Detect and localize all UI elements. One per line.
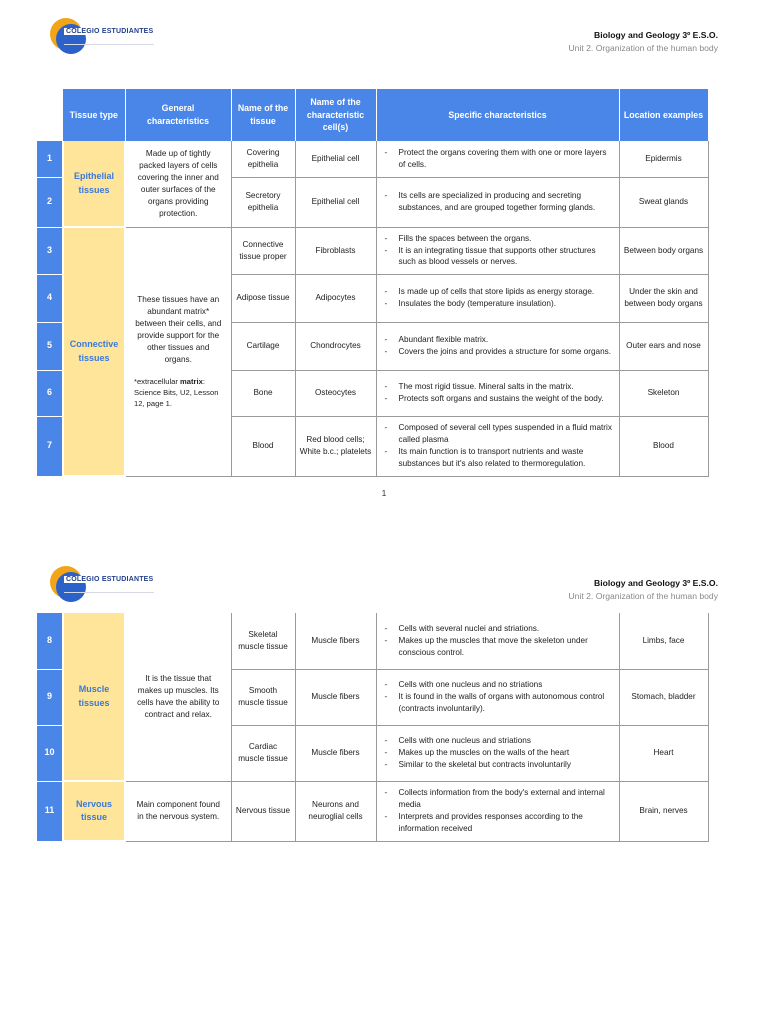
tissue-name: Blood	[231, 416, 295, 476]
location-example: Epidermis	[619, 141, 708, 177]
spec-item: - Interprets and provides responses according to the information received	[383, 811, 613, 835]
school-logo	[50, 566, 160, 596]
footnote: *extracellular matrix: Science Bits, U2, Lesson 12, page 1.	[134, 376, 219, 408]
tissue-table-page-2	[37, 613, 709, 842]
cell-name: Epithelial cell	[295, 141, 376, 177]
specific-characteristics	[376, 370, 619, 416]
specific-characteristics	[376, 725, 619, 781]
row-number: 8	[37, 613, 63, 669]
document-unit: Unit 2. Organization of the human body	[568, 591, 718, 601]
tissue-name: Cardiac muscle tissue	[231, 725, 295, 781]
tissue-name: Connective tissue proper	[231, 227, 295, 274]
school-logo	[50, 18, 160, 48]
general-characteristics: It is the tissue that makes up muscles. Its cells have the ability to contract and relax.	[125, 613, 231, 781]
tissue-name: Covering epithelia	[231, 141, 295, 177]
general-characteristics: Made up of tightly packed layers of cells covering the inner and outer surfaces of the organs providing protection.	[125, 141, 231, 227]
spec-item: - Its cells are specialized in producing and secreting substances, and are grouped together forming glands.	[383, 190, 613, 214]
cell-name: Epithelial cell	[295, 177, 376, 227]
spec-item: - Protect the organs covering them with one or more layers of cells.	[383, 147, 613, 171]
page-header-1	[0, 0, 768, 60]
header-general: General characteristics	[125, 89, 231, 141]
header-tissue-type: Tissue type	[63, 89, 125, 141]
spec-item: - Covers the joins and provides a structure for some organs.	[383, 346, 613, 358]
tissue-type-muscle: Muscle tissues	[63, 613, 125, 781]
spec-item: - Abundant flexible matrix.	[383, 334, 613, 346]
table-row	[37, 781, 708, 841]
page-header-2	[0, 548, 768, 608]
cell-name: Muscle fibers	[295, 725, 376, 781]
row-number: 4	[37, 274, 63, 322]
tissue-type-connective: Connective tissues	[63, 227, 125, 476]
tissue-type-epithelial: Epithelial tissues	[63, 141, 125, 227]
row-number: 11	[37, 781, 63, 841]
spec-item: - Makes up the muscles that move the skeleton under conscious control.	[383, 635, 613, 659]
cell-name: Osteocytes	[295, 370, 376, 416]
location-example: Stomach, bladder	[619, 669, 708, 725]
tissue-type-nervous: Nervous tissue	[63, 781, 125, 841]
row-number: 3	[37, 227, 63, 274]
spec-item: - Collects information from the body's external and internal media	[383, 787, 613, 811]
page-number: 1	[381, 488, 387, 498]
row-number: 1	[37, 141, 63, 177]
tissue-name: Skeletal muscle tissue	[231, 613, 295, 669]
spec-item: - Cells with one nucleus and striations	[383, 735, 613, 747]
row-number: 9	[37, 669, 63, 725]
general-characteristics	[125, 227, 231, 476]
tissue-name: Bone	[231, 370, 295, 416]
logo-text: COLEGIO ESTUDIANTES	[66, 576, 154, 583]
row-number: 7	[37, 416, 63, 476]
cell-name: Chondrocytes	[295, 322, 376, 370]
spec-item: - It is an integrating tissue that supports other structures such as blood vessels or nerves.	[383, 245, 613, 269]
general-text: These tissues have an abundant matrix* between their cells, and provide support for the other tissues and organs.	[135, 295, 222, 364]
location-example: Between body organs	[619, 227, 708, 274]
document-title: Biology and Geology 3º E.S.O.	[594, 30, 718, 40]
cell-name: Muscle fibers	[295, 613, 376, 669]
location-example: Brain, nerves	[619, 781, 708, 841]
tissue-name: Secretory epithelia	[231, 177, 295, 227]
location-example: Heart	[619, 725, 708, 781]
spec-item: - Fills the spaces between the organs.	[383, 233, 613, 245]
tissue-table-page-1	[37, 89, 709, 477]
specific-characteristics	[376, 322, 619, 370]
table-row	[37, 613, 708, 669]
spec-item: - Is made up of cells that store lipids as energy storage.	[383, 286, 613, 298]
location-example: Blood	[619, 416, 708, 476]
tissue-name: Cartilage	[231, 322, 295, 370]
specific-characteristics	[376, 613, 619, 669]
row-number: 5	[37, 322, 63, 370]
specific-characteristics	[376, 781, 619, 841]
specific-characteristics	[376, 177, 619, 227]
header-cell: Name of the characteristic cell(s)	[295, 89, 376, 141]
row-number: 6	[37, 370, 63, 416]
spec-item: - Makes up the muscles on the walls of the heart	[383, 747, 613, 759]
cell-name: Adipocytes	[295, 274, 376, 322]
general-characteristics: Main component found in the nervous system.	[125, 781, 231, 841]
location-example: Under the skin and between body organs	[619, 274, 708, 322]
spec-item: - Protects soft organs and sustains the weight of the body.	[383, 393, 613, 405]
cell-name: Muscle fibers	[295, 669, 376, 725]
specific-characteristics	[376, 274, 619, 322]
location-example: Outer ears and nose	[619, 322, 708, 370]
tissue-name: Adipose tissue	[231, 274, 295, 322]
spec-item: - It is found in the walls of organs with autonomous control (contracts involuntarily).	[383, 691, 613, 715]
header-name: Name of the tissue	[231, 89, 295, 141]
header-location: Location examples	[619, 89, 708, 141]
tissue-name: Smooth muscle tissue	[231, 669, 295, 725]
table-row	[37, 141, 708, 177]
tissue-name: Nervous tissue	[231, 781, 295, 841]
specific-characteristics	[376, 227, 619, 274]
cell-name: Neurons and neuroglial cells	[295, 781, 376, 841]
document-title: Biology and Geology 3º E.S.O.	[594, 578, 718, 588]
table-row	[37, 227, 708, 274]
spec-item: - Insulates the body (temperature insulation).	[383, 298, 613, 310]
cell-name: Red blood cells; White b.c.; platelets	[295, 416, 376, 476]
row-number: 10	[37, 725, 63, 781]
spec-item: - Composed of several cell types suspended in a fluid matrix called plasma	[383, 422, 613, 446]
specific-characteristics	[376, 669, 619, 725]
spec-item: - The most rigid tissue. Mineral salts in the matrix.	[383, 381, 613, 393]
spec-item: - Cells with several nuclei and striations.	[383, 623, 613, 635]
location-example: Skeleton	[619, 370, 708, 416]
document-unit: Unit 2. Organization of the human body	[568, 43, 718, 53]
location-example: Limbs, face	[619, 613, 708, 669]
cell-name: Fibroblasts	[295, 227, 376, 274]
header-specific: Specific characteristics	[376, 89, 619, 141]
logo-text: COLEGIO ESTUDIANTES	[66, 28, 154, 35]
specific-characteristics	[376, 416, 619, 476]
location-example: Sweat glands	[619, 177, 708, 227]
specific-characteristics	[376, 141, 619, 177]
spec-item: - Its main function is to transport nutrients and waste substances but it's also related to thermoregulation.	[383, 446, 613, 470]
spec-item: - Cells with one nucleus and no striations	[383, 679, 613, 691]
spec-item: - Similar to the skeletal but contracts involuntarily	[383, 759, 613, 771]
row-number: 2	[37, 177, 63, 227]
